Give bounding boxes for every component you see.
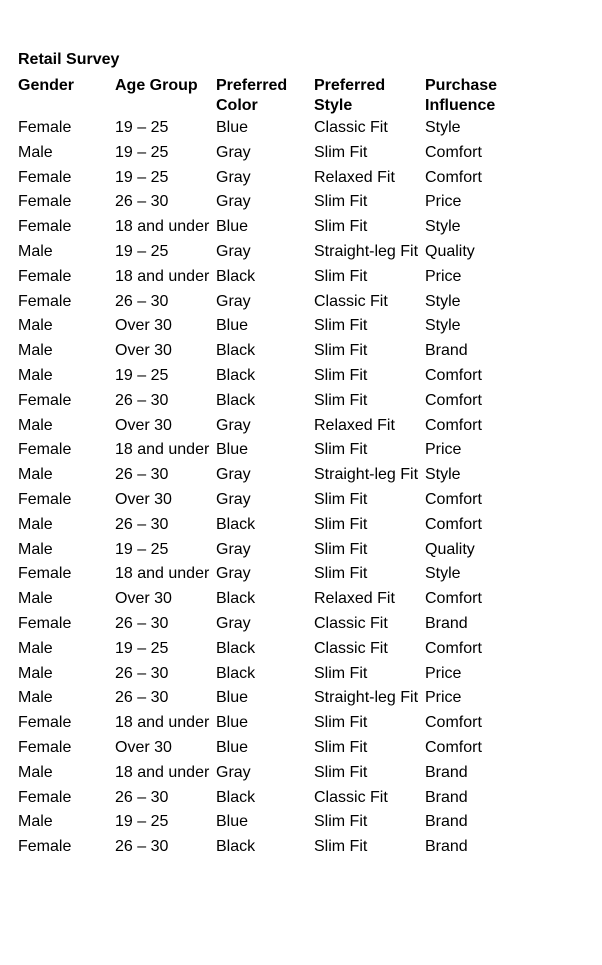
- age-group-cell: 26 – 30: [115, 515, 169, 533]
- preferred-style-cell: Slim Fit: [314, 267, 368, 285]
- preferred-style-cell: Slim Fit: [314, 540, 368, 558]
- purchase-influence-cell: Price: [425, 689, 462, 707]
- gender-cell: Male: [18, 515, 53, 533]
- preferred-color-cell: Blue: [216, 119, 249, 136]
- preferred-color-cell: Gray: [216, 490, 251, 508]
- age-group-cell: 26 – 30: [115, 689, 169, 707]
- age-group-cell: 26 – 30: [115, 614, 169, 632]
- gender-cell: Male: [18, 763, 53, 781]
- purchase-influence-cell: Brand: [425, 788, 468, 806]
- preferred-color-cell: Gray: [216, 565, 251, 583]
- purchase-influence-cell: Style: [425, 317, 461, 335]
- gender-cell: Female: [18, 168, 72, 186]
- table-row: [18, 438, 525, 463]
- gender-cell: Female: [18, 119, 72, 136]
- table-row: [18, 463, 525, 488]
- preferred-style-cell: Relaxed Fit: [314, 416, 395, 434]
- gender-cell: Male: [18, 689, 53, 707]
- purchase-influence-cell: Comfort: [425, 143, 482, 161]
- gender-cell: Male: [18, 317, 53, 335]
- table-row: [18, 711, 525, 736]
- table-row: [18, 761, 525, 786]
- age-group-cell: 19 – 25: [115, 639, 169, 657]
- preferred-color-cell: Black: [216, 639, 256, 657]
- gender-cell: Male: [18, 242, 53, 260]
- header-row: [18, 69, 525, 116]
- purchase-influence-cell: Comfort: [425, 168, 482, 186]
- purchase-influence-cell: Comfort: [425, 590, 482, 608]
- gender-cell: Female: [18, 490, 72, 508]
- gender-cell: Male: [18, 540, 53, 558]
- age-group-cell: 26 – 30: [115, 788, 169, 806]
- preferred-color-cell: Blue: [216, 813, 249, 831]
- age-group-cell: 18 and under: [115, 763, 210, 781]
- preferred-style-cell: Straight-leg Fit: [314, 466, 419, 484]
- age-group-cell: 19 – 25: [115, 119, 169, 136]
- preferred-color-cell: Gray: [216, 614, 251, 632]
- table-row: [18, 662, 525, 687]
- preferred-color-cell: Black: [216, 590, 256, 608]
- gender-cell: Male: [18, 590, 53, 608]
- purchase-influence-cell: Brand: [425, 838, 468, 856]
- preferred-color-cell: Black: [216, 515, 256, 533]
- age-group-cell: Over 30: [115, 490, 172, 508]
- age-group-cell: Over 30: [115, 416, 172, 434]
- table-row: [18, 810, 525, 835]
- preferred-color-cell: Black: [216, 838, 256, 856]
- preferred-style-cell: Slim Fit: [314, 218, 368, 236]
- preferred-color-cell: Gray: [216, 292, 251, 310]
- table-row: [18, 786, 525, 811]
- purchase-influence-cell: Comfort: [425, 639, 482, 657]
- table-row: [18, 364, 525, 389]
- purchase-influence-cell: Comfort: [425, 416, 482, 434]
- preferred-style-cell: Classic Fit: [314, 119, 388, 136]
- preferred-style-cell: Slim Fit: [314, 366, 368, 384]
- purchase-influence-cell: Style: [425, 466, 461, 484]
- purchase-influence-cell: Brand: [425, 813, 468, 831]
- purchase-influence-cell: Price: [425, 664, 462, 682]
- gender-cell: Female: [18, 838, 72, 856]
- preferred-style-cell: Slim Fit: [314, 813, 368, 831]
- age-group-cell: 26 – 30: [115, 664, 169, 682]
- age-group-cell: 26 – 30: [115, 193, 169, 211]
- purchase-influence-cell: Style: [425, 565, 461, 583]
- header-preferred-style: Preferred Style: [314, 77, 386, 114]
- preferred-color-cell: Gray: [216, 168, 251, 186]
- preferred-style-cell: Classic Fit: [314, 639, 388, 657]
- gender-cell: Male: [18, 813, 53, 831]
- preferred-color-cell: Blue: [216, 441, 249, 459]
- table-row: [18, 215, 525, 240]
- preferred-color-cell: Blue: [216, 218, 249, 236]
- gender-cell: Female: [18, 267, 72, 285]
- table-row: [18, 538, 525, 563]
- preferred-style-cell: Slim Fit: [314, 490, 368, 508]
- preferred-style-cell: Slim Fit: [314, 317, 368, 335]
- table-row: [18, 562, 525, 587]
- preferred-style-cell: Slim Fit: [314, 838, 368, 856]
- gender-cell: Female: [18, 218, 72, 236]
- gender-cell: Female: [18, 788, 72, 806]
- purchase-influence-cell: Price: [425, 267, 462, 285]
- preferred-style-cell: Slim Fit: [314, 441, 368, 459]
- sheet-title: Retail Survey: [18, 51, 120, 68]
- purchase-influence-cell: Style: [425, 218, 461, 236]
- preferred-color-cell: Black: [216, 267, 256, 285]
- purchase-influence-cell: Brand: [425, 342, 468, 360]
- purchase-influence-cell: Comfort: [425, 366, 482, 384]
- preferred-color-cell: Gray: [216, 763, 251, 781]
- preferred-style-cell: Straight-leg Fit: [314, 242, 419, 260]
- age-group-cell: 19 – 25: [115, 143, 169, 161]
- preferred-style-cell: Slim Fit: [314, 143, 368, 161]
- age-group-cell: Over 30: [115, 738, 172, 756]
- gender-cell: Female: [18, 565, 72, 583]
- table-row: [18, 314, 525, 339]
- preferred-style-cell: Relaxed Fit: [314, 168, 395, 186]
- preferred-style-cell: Slim Fit: [314, 391, 368, 409]
- preferred-style-cell: Slim Fit: [314, 565, 368, 583]
- table-row: [18, 116, 525, 141]
- spreadsheet: [18, 50, 525, 860]
- purchase-influence-cell: Price: [425, 193, 462, 211]
- survey-table: [18, 69, 525, 860]
- preferred-color-cell: Black: [216, 664, 256, 682]
- preferred-color-cell: Black: [216, 788, 256, 806]
- preferred-color-cell: Gray: [216, 540, 251, 558]
- gender-cell: Female: [18, 193, 72, 211]
- gender-cell: Female: [18, 391, 72, 409]
- purchase-influence-cell: Style: [425, 119, 461, 136]
- preferred-style-cell: Relaxed Fit: [314, 590, 395, 608]
- preferred-style-cell: Classic Fit: [314, 292, 388, 310]
- purchase-influence-cell: Brand: [425, 763, 468, 781]
- purchase-influence-cell: Comfort: [425, 515, 482, 533]
- table-header: [18, 69, 525, 116]
- table-body: [18, 116, 525, 860]
- preferred-color-cell: Black: [216, 391, 256, 409]
- preferred-style-cell: Slim Fit: [314, 714, 368, 732]
- age-group-cell: Over 30: [115, 590, 172, 608]
- age-group-cell: 19 – 25: [115, 540, 169, 558]
- preferred-style-cell: Slim Fit: [314, 738, 368, 756]
- gender-cell: Male: [18, 466, 53, 484]
- gender-cell: Male: [18, 664, 53, 682]
- purchase-influence-cell: Comfort: [425, 738, 482, 756]
- purchase-influence-cell: Price: [425, 441, 462, 459]
- purchase-influence-cell: Quality: [425, 540, 475, 558]
- gender-cell: Male: [18, 416, 53, 434]
- header-age-group: Age Group: [115, 77, 198, 94]
- table-row: [18, 141, 525, 166]
- gender-cell: Female: [18, 614, 72, 632]
- preferred-style-cell: Straight-leg Fit: [314, 689, 419, 707]
- header-purchase-influence: Purchase Influence: [425, 77, 498, 114]
- table-row: [18, 265, 525, 290]
- preferred-style-cell: Slim Fit: [314, 515, 368, 533]
- preferred-style-cell: Slim Fit: [314, 342, 368, 360]
- age-group-cell: 26 – 30: [115, 391, 169, 409]
- preferred-color-cell: Black: [216, 366, 256, 384]
- age-group-cell: 19 – 25: [115, 366, 169, 384]
- table-row: [18, 240, 525, 265]
- table-row: [18, 389, 525, 414]
- preferred-style-cell: Classic Fit: [314, 788, 388, 806]
- table-row: [18, 587, 525, 612]
- gender-cell: Male: [18, 639, 53, 657]
- age-group-cell: 18 and under: [115, 218, 210, 236]
- table-row: [18, 290, 525, 315]
- age-group-cell: 26 – 30: [115, 292, 169, 310]
- table-row: [18, 414, 525, 439]
- gender-cell: Male: [18, 342, 53, 360]
- purchase-influence-cell: Quality: [425, 242, 475, 260]
- age-group-cell: 26 – 30: [115, 838, 169, 856]
- preferred-color-cell: Gray: [216, 143, 251, 161]
- age-group-cell: 18 and under: [115, 565, 210, 583]
- preferred-style-cell: Classic Fit: [314, 614, 388, 632]
- gender-cell: Male: [18, 366, 53, 384]
- table-row: [18, 736, 525, 761]
- gender-cell: Female: [18, 738, 72, 756]
- preferred-color-cell: Gray: [216, 242, 251, 260]
- preferred-color-cell: Blue: [216, 714, 249, 732]
- purchase-influence-cell: Style: [425, 292, 461, 310]
- preferred-color-cell: Blue: [216, 689, 249, 707]
- age-group-cell: 18 and under: [115, 714, 210, 732]
- preferred-color-cell: Black: [216, 342, 256, 360]
- table-row: [18, 513, 525, 538]
- gender-cell: Female: [18, 441, 72, 459]
- age-group-cell: 18 and under: [115, 441, 210, 459]
- preferred-style-cell: Slim Fit: [314, 763, 368, 781]
- age-group-cell: 26 – 30: [115, 466, 169, 484]
- table-row: [18, 166, 525, 191]
- age-group-cell: 18 and under: [115, 267, 210, 285]
- age-group-cell: 19 – 25: [115, 813, 169, 831]
- preferred-color-cell: Blue: [216, 738, 249, 756]
- table-row: [18, 190, 525, 215]
- age-group-cell: Over 30: [115, 342, 172, 360]
- preferred-color-cell: Gray: [216, 416, 251, 434]
- header-preferred-color: Preferred Color: [216, 77, 288, 114]
- table-row: [18, 612, 525, 637]
- preferred-color-cell: Blue: [216, 317, 249, 335]
- gender-cell: Male: [18, 143, 53, 161]
- preferred-style-cell: Slim Fit: [314, 664, 368, 682]
- header-gender: Gender: [18, 77, 75, 94]
- table-row: [18, 686, 525, 711]
- age-group-cell: 19 – 25: [115, 168, 169, 186]
- gender-cell: Female: [18, 714, 72, 732]
- table-row: [18, 488, 525, 513]
- table-row: [18, 637, 525, 662]
- table-row: [18, 835, 525, 860]
- preferred-color-cell: Gray: [216, 193, 251, 211]
- gender-cell: Female: [18, 292, 72, 310]
- purchase-influence-cell: Comfort: [425, 391, 482, 409]
- preferred-color-cell: Gray: [216, 466, 251, 484]
- table-row: [18, 339, 525, 364]
- age-group-cell: 19 – 25: [115, 242, 169, 260]
- purchase-influence-cell: Brand: [425, 614, 468, 632]
- purchase-influence-cell: Comfort: [425, 714, 482, 732]
- preferred-style-cell: Slim Fit: [314, 193, 368, 211]
- age-group-cell: Over 30: [115, 317, 172, 335]
- purchase-influence-cell: Comfort: [425, 490, 482, 508]
